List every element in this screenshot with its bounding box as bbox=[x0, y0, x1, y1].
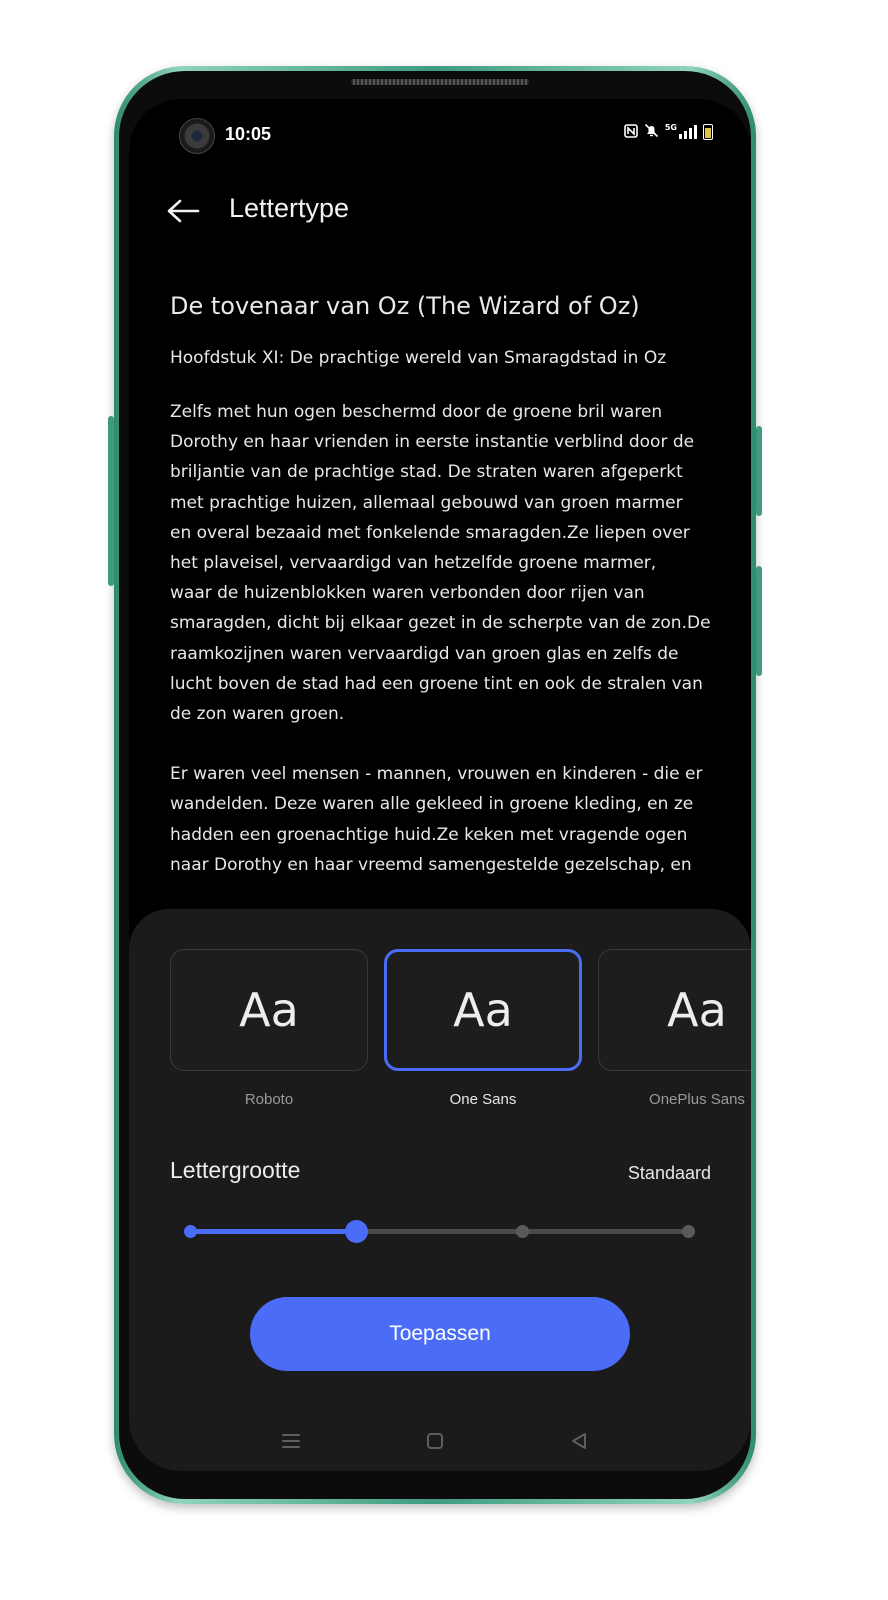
font-size-label: Lettergrootte bbox=[170, 1157, 301, 1183]
nav-recents-button[interactable] bbox=[271, 1421, 311, 1461]
paragraph-line: smaragden, dicht bij elkaar gezet in de scherpte van de zon.De bbox=[170, 613, 711, 634]
square-icon bbox=[426, 1432, 444, 1450]
paragraph-line: hadden een groenachtige huid.Ze keken met vragende ogen bbox=[170, 824, 688, 845]
font-options bbox=[170, 949, 751, 1109]
slider-fill bbox=[190, 1229, 356, 1234]
phone-bezel bbox=[119, 71, 751, 1499]
preview-chapter: Hoofdstuk XI: De prachtige wereld van Smaragdstad in Oz bbox=[170, 348, 667, 368]
paragraph-line: het plaveisel, vervaardigd van hetzelfde groene marmer, bbox=[170, 553, 657, 574]
back-button[interactable] bbox=[163, 191, 203, 231]
triangle-back-icon bbox=[569, 1431, 589, 1451]
nav-home-button[interactable] bbox=[415, 1421, 455, 1461]
paragraph-line: de zon waren groen. bbox=[170, 704, 345, 725]
paragraph-line: lucht boven de stad had een groene tint en ook de stralen van bbox=[170, 673, 703, 694]
slider-stop[interactable] bbox=[184, 1225, 197, 1238]
paragraph-line: Zelfs met hun ogen beschermd door de groene bril waren bbox=[170, 402, 663, 422]
preview-book-title: De tovenaar van Oz (The Wizard of Oz) bbox=[170, 292, 640, 320]
font-option-oneplus-sans[interactable] bbox=[598, 949, 751, 1071]
navigation-bar bbox=[129, 1421, 751, 1461]
nfc-icon bbox=[624, 124, 638, 141]
font-option-label: One Sans bbox=[449, 1091, 517, 1108]
font-option-label: OnePlus Sans bbox=[649, 1091, 745, 1108]
font-sample: Aa bbox=[667, 983, 727, 1037]
nav-back-button[interactable] bbox=[559, 1421, 599, 1461]
battery-icon bbox=[703, 124, 713, 140]
volume-button bbox=[108, 416, 114, 586]
bell-off-icon bbox=[644, 123, 659, 141]
power-button bbox=[756, 566, 762, 676]
font-sample: Aa bbox=[239, 983, 299, 1037]
font-preview bbox=[170, 289, 716, 910]
paragraph-line: naar Dorothy en haar vreemd samengestelde gezelschap, en bbox=[170, 854, 692, 875]
slider-stop[interactable] bbox=[516, 1225, 529, 1238]
paragraph-line: Dorothy en haar vrienden in eerste instantie verblind door de bbox=[170, 432, 695, 453]
paragraph-line: waar de huizenblokken waren verbonden door rijen van bbox=[170, 583, 645, 604]
earpiece-speaker bbox=[351, 79, 529, 85]
signal-strength-icon bbox=[679, 125, 697, 139]
preview-paragraph-1 bbox=[170, 397, 716, 729]
network-type-icon: 5G bbox=[664, 123, 677, 132]
slider-thumb[interactable] bbox=[345, 1220, 368, 1243]
alert-slider bbox=[756, 426, 762, 516]
font-sample: Aa bbox=[453, 983, 513, 1037]
paragraph-line: wandelden. Deze waren alle gekleed in groene kleding, en ze bbox=[170, 794, 694, 815]
page-title: Lettertype bbox=[229, 193, 350, 223]
font-size-slider[interactable] bbox=[190, 1219, 688, 1243]
paragraph-line: met prachtige huizen, allemaal gebouwd van groen marmer bbox=[170, 492, 683, 513]
paragraph-line: en overal bezaaid met fonkelende smaragden.Ze liepen over bbox=[170, 522, 690, 543]
paragraph-line: briljantie van de prachtige stad. De straten waren afgeperkt bbox=[170, 462, 683, 483]
screen bbox=[129, 99, 751, 1471]
arrow-left-icon bbox=[166, 199, 200, 223]
preview-paragraph-2 bbox=[170, 759, 716, 880]
font-size-value: Standaard bbox=[627, 1163, 711, 1183]
apply-button[interactable]: Toepassen bbox=[250, 1297, 630, 1371]
phone-frame bbox=[114, 66, 756, 1504]
font-option-roboto[interactable] bbox=[170, 949, 368, 1071]
slider-stop[interactable] bbox=[682, 1225, 695, 1238]
font-option-one-sans[interactable] bbox=[384, 949, 582, 1071]
status-icons bbox=[624, 123, 713, 141]
menu-lines-icon bbox=[281, 1432, 301, 1450]
paragraph-line: Er waren veel mensen - mannen, vrouwen en kinderen - die er bbox=[170, 764, 703, 785]
status-time: 10:05 bbox=[225, 124, 272, 144]
paragraph-line: raamkozijnen waren vervaardigd van groen glas en zelfs de bbox=[170, 643, 679, 664]
front-camera bbox=[179, 118, 215, 154]
font-option-label: Roboto bbox=[244, 1091, 294, 1108]
font-settings-sheet bbox=[129, 909, 751, 1471]
